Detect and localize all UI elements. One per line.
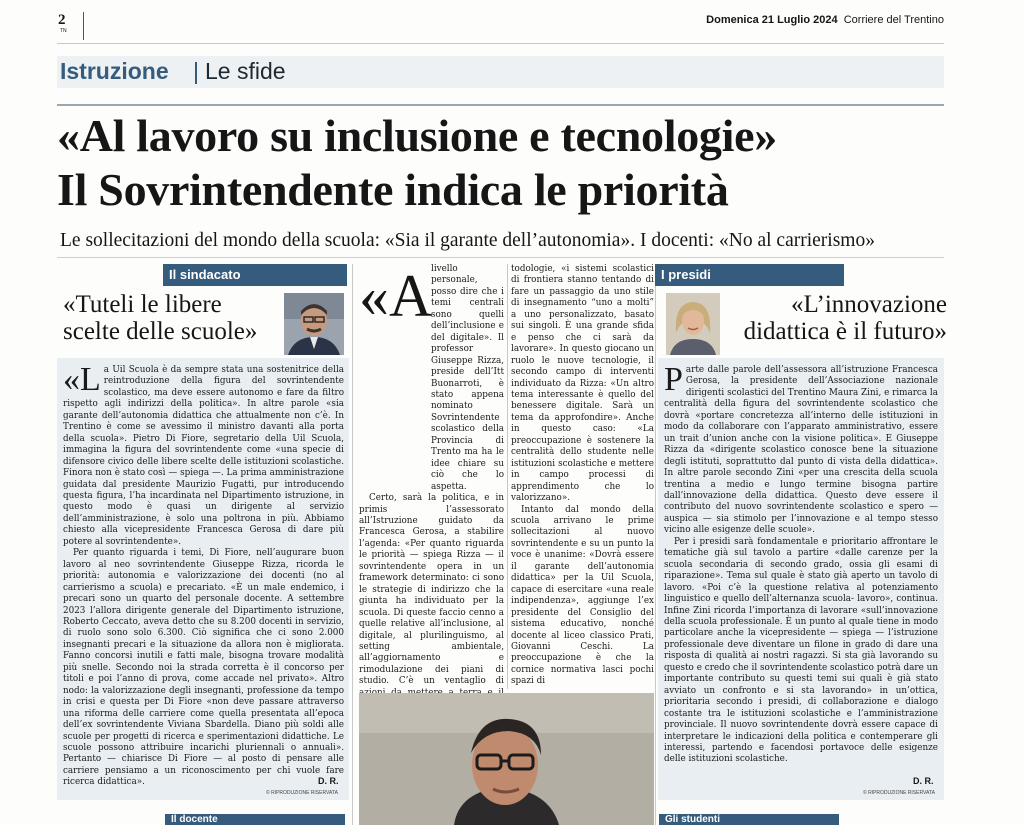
tag-sindacato: Il sindacato <box>163 264 347 286</box>
right-paragraph-1: arte dalle parole dell’assessora all’istruzione Francesca Gerosa, la presidente dell’Associazione nazionale dirigenti scolastici del Trentino Maura Zini, e rimarca la centralità della figura del sovrintendente scolastico che dovrà «portare concretezza all’interno delle istituzioni in modo da collaborare con l’apparato amministrativo, essere un trait d’union anche con la visione politica». E Giuseppe Rizza da «dirigente scolastico conosce bene la situazione degli istituti, soprattutto dal punto di vista della didattica». In altre parole secondo Zini «per una crescita della scuola trentina a medio e lungo termine bisogna partire dall’innovazione della didattica. Questo deve essere il contributo del nuovo sovrintendente scolastico e spero — auspica — sia stimolo per l’innovazione e al tempo stesso vicino alle esigenze delle scuole». <box>664 365 938 536</box>
portrait-rizza-icon <box>359 693 654 825</box>
tag-bottom-left-label: Il docente <box>171 814 218 825</box>
tag-bottom-left <box>165 814 345 825</box>
section-band <box>57 56 944 88</box>
reproduction-notice-left: © RIPRODUZIONE RISERVATA <box>266 790 338 796</box>
main-paragraph-1: livello personale, posso dire che i temi centrali sono quelli dell’inclusione e del digitale». Il professor Giuseppe Rizza, preside dell’Itt Buonarroti, è stato appena nominato Sovrintendente scolastico della Provincia di Trento ma ha le idee chiare su ciò che lo aspetta. <box>431 264 504 492</box>
dateline <box>706 14 944 26</box>
right-paragraph-2: Per i presidi sarà fondamentale e prioritario affrontare le tematiche già sul tavolo a partire «dalle carenze per la scuola secondaria di secondo grado, ossia gli esami di riparazione». Tema sul quale è stato già aperto un tavolo di lavoro. «Poi c’è la questione relativa al potenziamento linguistico e quello dell’alternanza scuola- lavoro», continua. Infine Zini ricorda l’importanza di lavorare «sull’innovazione della scuola professionale. È un punto al quale tiene in modo particolare anche la vicepresidente — spiega — l’istruzione professionale deve diventare un filone in grado di dare una risposta di qualità ai nostri ragazzi. Si sta già lavorando su questo e credo che il sovrintendente scolastico potrà dare un importante contributo su questi temi sui quali è già stato avviato un confronto e si sta lavorando» in un’ottica, prioritaria secondo i presidi, di collaborazione e dialogo costante tra le istituzioni scolastiche e l’amministrazione provinciale. Il nuovo sovrintendente dovrà essere capace di interpretare le indicazioni della politica e contemperare gli interessi, partendo e facendosi portavoce delle esigenze delle istituzioni scolastiche. <box>664 536 938 765</box>
reproduction-notice-right: © RIPRODUZIONE RISERVATA <box>863 790 935 796</box>
portrait-photo-left <box>284 293 344 355</box>
main-paragraph-5: Intanto dal mondo della scuola arrivano le prime sollecitazioni al nuovo sovrintendente e su un punto la voce è unanime: «Dovrà essere il garante dell’autonomia didattica» per la Uil Scuola, capace di esercitare «una reale indipendenza», aggiunge l’ex presidente del Consiglio del sistema educativo, nonché docente al liceo classico Prati, Giovanni Ceschi. La preoccupazione è che la cornice normativa lasci pochi spazi di <box>511 504 654 687</box>
kicker-right: «L’innovazione didattica è il futuro» <box>743 291 947 345</box>
tag-bottom-right <box>659 814 839 825</box>
left-paragraph-1: a Uil Scuola è da sempre stata una sostenitrice della reintroduzione della figura del sovrintendente scolastico, ma deve essere autonomo e fare da filtro rispetto agli indirizzi della politica». In altre parole «sia garante dell’autonomia didattica che attualmente non c’è. In Trentino è come se avessimo il ministro davanti alla porta della scuola». Pietro Di Fiore, segretario della Uil Scuola, immagina la figura del sovrintendente come «una specie di difensore civico delle libere scelte delle istituzioni scolastiche. Finora non è stato così — spiega —. La prima amministrazione guidata dal presidente Maurizio Fugatti, pur introducendo questa figura, l’ha incardinata nel Dipartimento istruzione, in questo modo è quasi un dirigente al servizio dell’amministrazione, è solo una poltrona in più. Abbiamo chiesto alla vicepresidente Francesca Gerosa di dare più potere al sovrintendente». <box>63 365 344 547</box>
tag-presidi: I presidi <box>655 264 844 286</box>
edition-code: TN <box>60 28 67 34</box>
headline-line-1: «Al lavoro su inclusione e tecnologie» <box>57 110 777 161</box>
column-separator <box>352 264 353 825</box>
main-paragraph-4: todologie, «i sistemi scolastici di frontiera stanno tentando di fare un passaggio da uno stile di insegnamento “uno a molti” a uno personalizzato, basato sui singoli. È una grande sfida e penso che ci sarà da lavorare». In questo giocano un ruolo le nuove tecnologie, il secondo campo di interventi individuato da Rizza: «Un altro tema interessante è quello del benessere digitale. Sarà un tema da approfondire». Anche in questo caso: «La preoccupazione è sostenere la centralità dello studente nelle istituzioni scolastiche e mettere in campo processi di apprendimento che lo valorizzano». <box>511 264 654 504</box>
dropcap-right: P <box>664 361 683 398</box>
signature-right: D. R. <box>913 776 934 786</box>
tag-bottom-right-label: Gli studenti <box>665 814 720 825</box>
signature-left: D. R. <box>318 776 339 786</box>
portrait-photo-right <box>666 293 720 355</box>
article-column-right <box>664 361 938 766</box>
subheadline: Le sollecitazioni del mondo della scuola: «Sia il garante dell’autonomia». I docenti: «No al carrierismo» <box>60 230 875 251</box>
kicker-left: «Tuteli le libere scelte delle scuole» <box>63 291 258 345</box>
section-name: Istruzione <box>60 58 169 84</box>
article-column-left <box>63 361 344 793</box>
masthead-rule <box>57 43 944 44</box>
masthead-divider <box>83 12 84 40</box>
section-rule <box>57 104 944 106</box>
newspaper-name: Corriere del Trentino <box>843 14 944 26</box>
page-number: 2 <box>58 12 66 28</box>
portrait-illustration-icon <box>284 293 344 355</box>
main-paragraph-2: Certo, sarà la politica, e in primis l’assessorato all’Istruzione guidato da Francesca Gerosa, a stabilire l’agenda: «Per quanto riguarda le priorità — spiega Rizza — il sovrintendente opera in un framework determinato: ci sono le strategie di indirizzo che la giunta ha individuato per la scuola. Di queste faccio cenno a quelle relative all’inclusione, al digitale, al plurilinguismo, al setting ambientale, all’aggiornamento e rimodulazione dei piani di studio. C’è un ventaglio di <box>359 493 504 687</box>
left-paragraph-2: Per quanto riguarda i temi, Di Fiore, nell’augurare buon lavoro al neo sovrintendente Giuseppe Rizza, ricorda le priorità: autonomia e valorizzazione dei docenti (no al carrierismo a scuola) e precariato. «È un male endemico, i precari sono un quarto del personale docente. A settembre 2023 l’allora dirigente generale del Dipartimento istruzione, Roberto Ceccato, aveva detto che su 8.200 docenti in servizio, di ruolo sono solo 6.300. Ciò significa che ci sono 2.000 insegnanti precari e la situazione da allora non è migliorata. Fanno concorsi inutili e fatti male, bisogna trovare modalità più snelle. Secondo noi la strada corretta è il concorso per titoli e poi l’anno di prova, come accade nel privato». Altro nodo: la valorizzazione degli insegnanti, professione da tempo in crisi e questa per Di Fiore «non deve passare attraverso una riforma delle carriere come quella presentata all’epoca dell’ex sovrintendente Viviana Sbardella. Diano più soldi alle scuole per progetti di ricerca e sperimentazioni didattiche. Le scuole possono attribuire incarichi pluriennali o annuali». Pertanto — chiarisce Di Fiore — al posto di pensare alle carriere pensiamo a un riconoscimento per chi vuole fare ricerca didattica». <box>63 548 344 788</box>
headline-line-2: Il Sovrintendente indica le priorità <box>57 164 729 215</box>
section-separator <box>195 62 197 84</box>
portrait-zini-icon <box>666 293 720 355</box>
column-separator <box>655 264 656 825</box>
column-separator <box>507 264 508 689</box>
opening-quote: «A <box>359 263 433 329</box>
section-subtitle: Le sfide <box>205 58 286 84</box>
article-photo <box>359 693 654 825</box>
issue-date: Domenica 21 Luglio 2024 <box>706 14 838 26</box>
article-column-2 <box>511 264 654 688</box>
dropcap-left: «L <box>63 361 101 398</box>
subhead-rule <box>57 257 944 258</box>
